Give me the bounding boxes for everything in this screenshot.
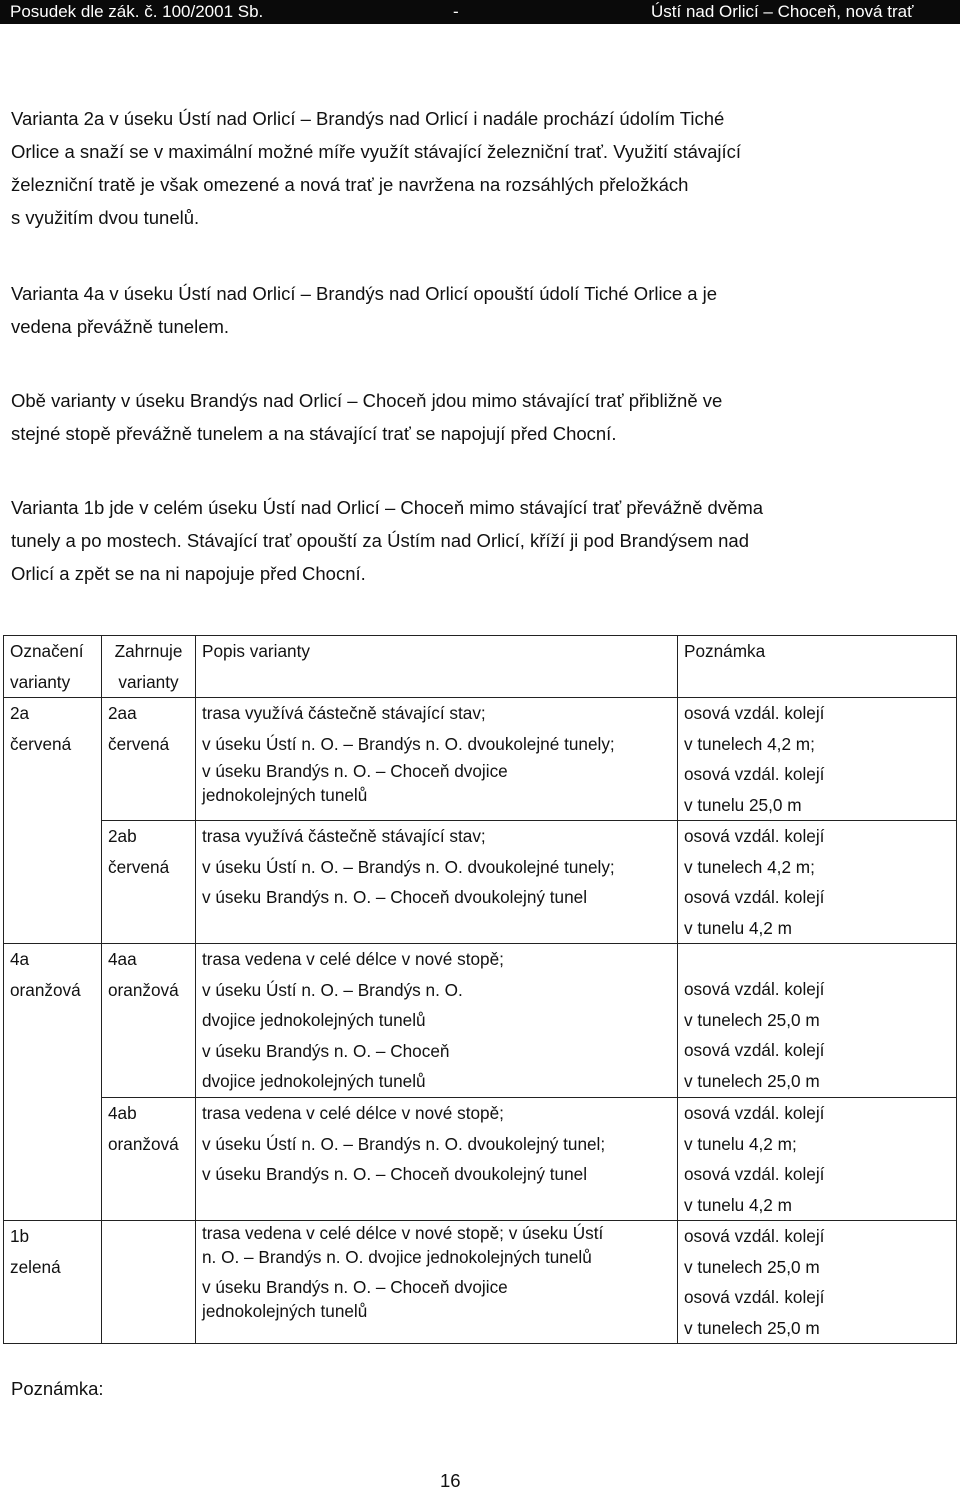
note-cell: osová vzdál. kolejí v tunelech 25,0 m osová vzdál. kolejí v tunelech 25,0 m [678,944,957,1098]
header-includes: Zahrnuje varianty [102,636,196,698]
note-cell: osová vzdál. kolejí v tunelech 25,0 m osová vzdál. kolejí v tunelech 25,0 m [678,1221,957,1344]
table-row [4,944,957,1098]
variant-cell: 2a červená [4,698,102,944]
description-cell: trasa vedena v celé délce v nové stopě; v úseku Ústí n. O. – Brandýs n. O. dvojice jednokolejných tunelů v úseku Brandýs n. O. – Choceň dvojice jednokolejných tunelů [196,1221,678,1344]
note-cell: osová vzdál. kolejí v tunelech 4,2 m; osová vzdál. kolejí v tunelu 25,0 m [678,698,957,821]
footnote-label: Poznámka: [11,1378,104,1399]
note-cell: osová vzdál. kolejí v tunelech 4,2 m; osová vzdál. kolejí v tunelu 4,2 m [678,821,957,944]
table-row [4,698,957,821]
table-row [4,821,957,944]
note-cell: osová vzdál. kolejí v tunelu 4,2 m; osová vzdál. kolejí v tunelu 4,2 m [678,1098,957,1221]
subvariant-cell [102,1221,196,1344]
variant-cell: 1b zelená [4,1221,102,1344]
header-note: Poznámka [678,636,957,698]
paragraph-variant-2a: Varianta 2a v úseku Ústí nad Orlicí – Brandýs nad Orlicí i nadále prochází údolím Tiché Orlice a snaží se v maximální možné míře využít stávající železniční trať. Využití stávající železniční tratě je však omezené a nová trať je navržena na rozsáhlých přeložkách s využitím dvou tunelů. [11,108,742,228]
header-separator: - [453,2,459,21]
header-description: Popis varianty [196,636,678,698]
variant-cell: 4a oranžová [4,944,102,1221]
paragraph-both-variants: Obě varianty v úseku Brandýs nad Orlicí – Choceň jdou mimo stávající trať přibližně ve stejné stopě převážně tunelem a na stávající trať se napojují před Chocní. [11,390,723,444]
subvariant-cell: 4ab oranžová [102,1098,196,1221]
description-cell: trasa vedena v celé délce v nové stopě; v úseku Ústí n. O. – Brandýs n. O. dvoukolejný tunel; v úseku Brandýs n. O. – Choceň dvoukolejný tunel [196,1098,678,1221]
table-row [4,1221,957,1344]
variants-table [3,635,957,1344]
subvariant-cell: 4aa oranžová [102,944,196,1098]
subvariant-cell: 2ab červená [102,821,196,944]
description-cell: trasa využívá částečně stávající stav; v úseku Ústí n. O. – Brandýs n. O. dvoukolejné tunely; v úseku Brandýs n. O. – Choceň dvoukolejný tunel [196,821,678,944]
header-project-title: Ústí nad Orlicí – Choceň, nová trať [651,2,914,21]
header-designation: Označení varianty [4,636,102,698]
subvariant-cell: 2aa červená [102,698,196,821]
table-header-row [4,636,957,698]
page-header [0,0,960,24]
paragraph-variant-4a: Varianta 4a v úseku Ústí nad Orlicí – Brandýs nad Orlicí opouští údolí Tiché Orlice a je vedena převážně tunelem. [11,283,718,337]
header-document-ref: Posudek dle zák. č. 100/2001 Sb. [10,2,264,21]
paragraph-variant-1b: Varianta 1b jde v celém úseku Ústí nad Orlicí – Choceň mimo stávající trať převážně dvěma tunely a po mostech. Stávající trať opouští za Ústím nad Orlicí, kříží ji pod Brandýsem nad Orlicí a zpět se na ni napojuje před Chocní. [11,497,764,584]
description-cell: trasa vedena v celé délce v nové stopě; v úseku Ústí n. O. – Brandýs n. O. dvojice jednokolejných tunelů v úseku Brandýs n. O. – Choceň dvojice jednokolejných tunelů [196,944,678,1098]
page-number: 16 [440,1470,461,1491]
table-row [4,1098,957,1221]
description-cell: trasa využívá částečně stávající stav; v úseku Ústí n. O. – Brandýs n. O. dvoukolejné tunely; v úseku Brandýs n. O. – Choceň dvojice jednokolejných tunelů [196,698,678,821]
